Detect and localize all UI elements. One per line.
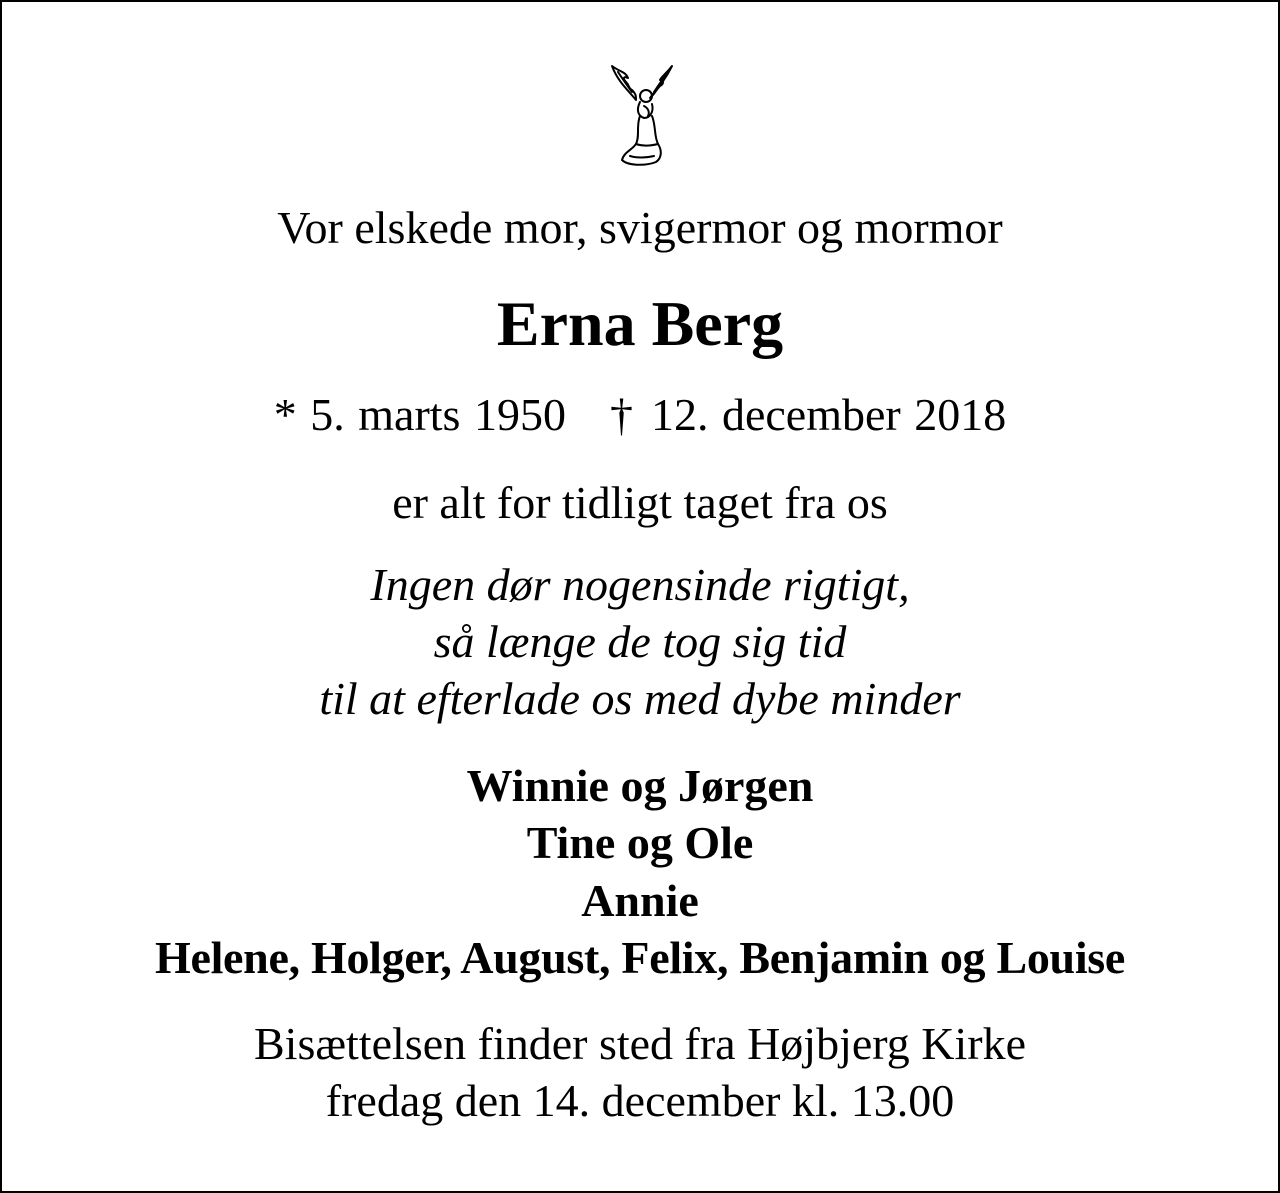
birth-date: 5. marts 1950 — [310, 389, 566, 440]
funeral-info-line: fredag den 14. december kl. 13.00 — [325, 1075, 955, 1126]
life-dates — [2, 389, 1278, 440]
intro-line: Vor elskede mor, svigermor og mormor — [277, 202, 1003, 253]
angel-icon — [606, 60, 678, 172]
family-line: Winnie og Jørgen — [466, 760, 814, 811]
death-symbol: † — [609, 389, 633, 440]
deceased-name: Erna Berg — [496, 288, 784, 359]
family-line: Helene, Holger, August, Felix, Benjamin og Louise — [154, 932, 1126, 983]
poem-line: til at efterlade os med dybe minder — [319, 673, 961, 724]
poem-line: Ingen dør nogensinde rigtigt, — [370, 559, 910, 610]
subtitle-line: er alt for tidligt taget fra os — [392, 477, 888, 528]
birth-symbol: * — [273, 389, 297, 440]
funeral-info-line: Bisættelsen finder sted fra Højbjerg Kirke — [253, 1018, 1027, 1069]
death-date: 12. december 2018 — [650, 389, 1007, 440]
poem-line: så længe de tog sig tid — [433, 616, 847, 667]
family-line: Annie — [581, 875, 699, 926]
family-line: Tine og Ole — [526, 817, 754, 868]
